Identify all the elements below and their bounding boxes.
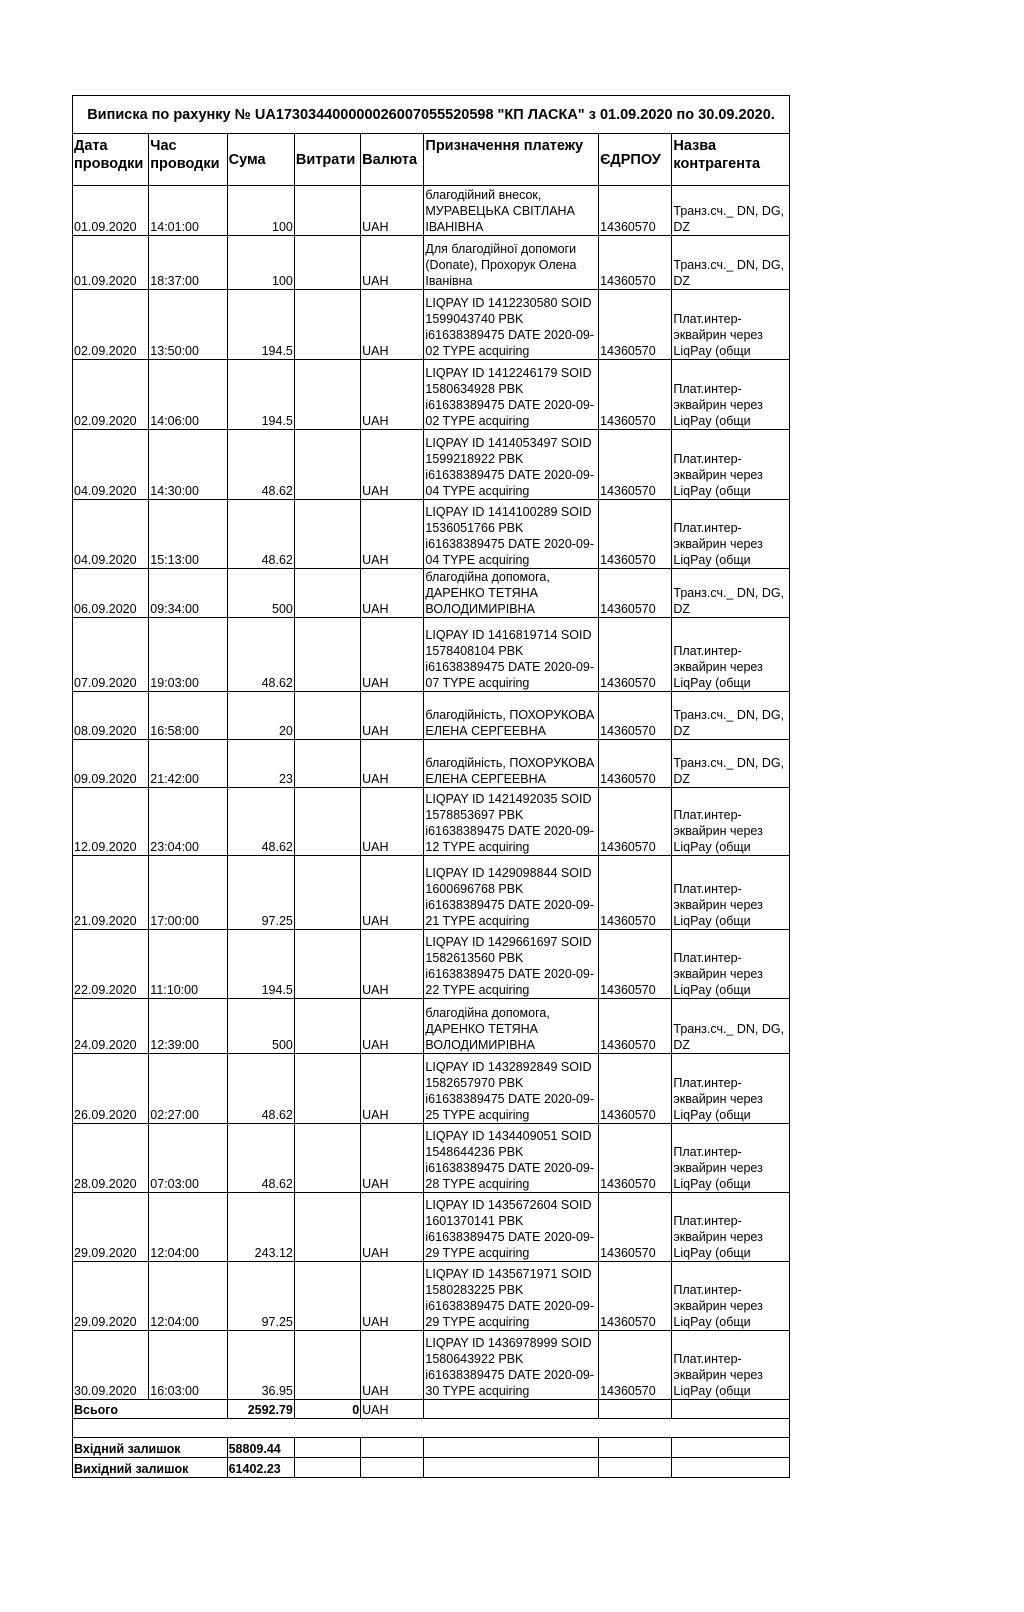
empty-cell <box>672 1438 790 1458</box>
row-purpose: благодійна допомога, ДАРЕНКО ТЕТЯНА ВОЛОДИМИРІВНА <box>424 569 599 618</box>
row-currency: UAH <box>361 360 424 430</box>
row-counterparty: Плат.интер-эквайрин через LiqPay (общи <box>672 430 790 500</box>
row-edrpou: 14360570 <box>599 1331 672 1400</box>
row-currency: UAH <box>361 930 424 999</box>
row-sum: 36.95 <box>227 1331 294 1400</box>
statement-table <box>72 95 790 1478</box>
header-purpose: Призначення платежу <box>424 134 599 186</box>
row-edrpou: 14360570 <box>599 740 672 788</box>
row-purpose: благодійність, ПОХОРУКОВА ЕЛЕНА СЕРГЕЕВНА <box>424 692 599 740</box>
spacer-cell <box>73 1419 790 1438</box>
row-date: 09.09.2020 <box>73 740 149 788</box>
closing-balance-row <box>73 1458 790 1478</box>
row-edrpou: 14360570 <box>599 692 672 740</box>
empty-cell <box>424 1438 599 1458</box>
row-purpose: LIQPAY ID 1429098844 SOID 1600696768 PBK i61638389475 DATE 2020-09-21 TYPE acquiring <box>424 856 599 930</box>
row-expenses <box>294 430 360 500</box>
row-counterparty: Плат.интер-эквайрин через LiqPay (общи <box>672 930 790 999</box>
row-edrpou: 14360570 <box>599 788 672 856</box>
row-expenses <box>294 236 360 290</box>
row-counterparty: Транз.сч._ DN, DG, DZ <box>672 236 790 290</box>
table-row <box>73 692 790 740</box>
row-expenses <box>294 1054 360 1124</box>
table-row <box>73 430 790 500</box>
row-sum: 97.25 <box>227 1262 294 1331</box>
spacer-row <box>73 1419 790 1438</box>
closing-balance-value: 61402.23 <box>227 1458 294 1478</box>
row-counterparty: Плат.интер-эквайрин через LiqPay (общи <box>672 1054 790 1124</box>
row-expenses <box>294 290 360 360</box>
row-edrpou: 14360570 <box>599 856 672 930</box>
table-row <box>73 186 790 236</box>
total-label: Всього <box>73 1400 228 1419</box>
row-sum: 48.62 <box>227 1054 294 1124</box>
row-counterparty: Плат.интер-эквайрин через LiqPay (общи <box>672 856 790 930</box>
row-date: 02.09.2020 <box>73 290 149 360</box>
row-expenses <box>294 1124 360 1193</box>
row-edrpou: 14360570 <box>599 186 672 236</box>
row-purpose: LIQPAY ID 1432892849 SOID 1582657970 PBK i61638389475 DATE 2020-09-25 TYPE acquiring <box>424 1054 599 1124</box>
row-currency: UAH <box>361 430 424 500</box>
row-date: 04.09.2020 <box>73 430 149 500</box>
row-counterparty: Плат.интер-эквайрин через LiqPay (общи <box>672 500 790 569</box>
header-date: Дата проводки <box>73 134 149 186</box>
header-row <box>73 134 790 186</box>
total-expenses: 0 <box>294 1400 360 1419</box>
row-currency: UAH <box>361 186 424 236</box>
row-edrpou: 14360570 <box>599 290 672 360</box>
table-row <box>73 999 790 1054</box>
total-sum: 2592.79 <box>227 1400 294 1419</box>
row-time: 07:03:00 <box>149 1124 227 1193</box>
row-edrpou: 14360570 <box>599 360 672 430</box>
row-edrpou: 14360570 <box>599 1262 672 1331</box>
row-purpose: LIQPAY ID 1429661697 SOID 1582613560 PBK i61638389475 DATE 2020-09-22 TYPE acquiring <box>424 930 599 999</box>
empty-cell <box>599 1438 672 1458</box>
row-currency: UAH <box>361 740 424 788</box>
closing-balance-label: Вихідний залишок <box>73 1458 228 1478</box>
table-row <box>73 740 790 788</box>
row-currency: UAH <box>361 856 424 930</box>
row-time: 11:10:00 <box>149 930 227 999</box>
row-expenses <box>294 788 360 856</box>
row-currency: UAH <box>361 1124 424 1193</box>
row-purpose: LIQPAY ID 1416819714 SOID 1578408104 PBK i61638389475 DATE 2020-09-07 TYPE acquiring <box>424 618 599 692</box>
row-counterparty: Транз.сч._ DN, DG, DZ <box>672 186 790 236</box>
row-sum: 20 <box>227 692 294 740</box>
empty-cell <box>424 1458 599 1478</box>
row-counterparty: Плат.интер-эквайрин через LiqPay (общи <box>672 1262 790 1331</box>
row-counterparty: Плат.интер-эквайрин через LiqPay (общи <box>672 290 790 360</box>
row-currency: UAH <box>361 290 424 360</box>
empty-cell <box>424 1400 599 1419</box>
row-date: 07.09.2020 <box>73 618 149 692</box>
row-date: 22.09.2020 <box>73 930 149 999</box>
empty-cell <box>294 1458 360 1478</box>
row-time: 02:27:00 <box>149 1054 227 1124</box>
row-expenses <box>294 360 360 430</box>
row-time: 13:50:00 <box>149 290 227 360</box>
row-expenses <box>294 999 360 1054</box>
header-expenses: Витрати <box>294 134 360 186</box>
row-sum: 48.62 <box>227 430 294 500</box>
row-time: 12:04:00 <box>149 1262 227 1331</box>
row-currency: UAH <box>361 692 424 740</box>
statement-title: Виписка по рахунку № UA173034400000026007055520598 "КП ЛАСКА" з 01.09.2020 по 30.09.2020. <box>73 96 790 134</box>
row-date: 26.09.2020 <box>73 1054 149 1124</box>
table-row <box>73 1193 790 1262</box>
row-currency: UAH <box>361 618 424 692</box>
row-time: 19:03:00 <box>149 618 227 692</box>
row-sum: 100 <box>227 236 294 290</box>
table-row <box>73 500 790 569</box>
table-row <box>73 930 790 999</box>
header-counterparty: Назва контрагента <box>672 134 790 186</box>
row-counterparty: Плат.интер-эквайрин через LiqPay (общи <box>672 788 790 856</box>
row-counterparty: Плат.интер-эквайрин через LiqPay (общи <box>672 1193 790 1262</box>
row-date: 12.09.2020 <box>73 788 149 856</box>
opening-balance-label: Вхідний залишок <box>73 1438 228 1458</box>
row-currency: UAH <box>361 999 424 1054</box>
row-expenses <box>294 692 360 740</box>
table-row <box>73 856 790 930</box>
row-counterparty: Плат.интер-эквайрин через LiqPay (общи <box>672 618 790 692</box>
row-purpose: LIQPAY ID 1414053497 SOID 1599218922 PBK i61638389475 DATE 2020-09-04 TYPE acquiring <box>424 430 599 500</box>
row-currency: UAH <box>361 1054 424 1124</box>
row-time: 14:06:00 <box>149 360 227 430</box>
table-row <box>73 1262 790 1331</box>
row-time: 23:04:00 <box>149 788 227 856</box>
row-currency: UAH <box>361 1193 424 1262</box>
row-purpose: LIQPAY ID 1412230580 SOID 1599043740 PBK i61638389475 DATE 2020-09-02 TYPE acquiring <box>424 290 599 360</box>
row-edrpou: 14360570 <box>599 999 672 1054</box>
row-edrpou: 14360570 <box>599 1124 672 1193</box>
header-time: Час проводки <box>149 134 227 186</box>
row-sum: 194.5 <box>227 360 294 430</box>
row-currency: UAH <box>361 236 424 290</box>
table-row <box>73 236 790 290</box>
row-sum: 48.62 <box>227 788 294 856</box>
row-purpose: LIQPAY ID 1412246179 SOID 1580634928 PBK i61638389475 DATE 2020-09-02 TYPE acquiring <box>424 360 599 430</box>
row-expenses <box>294 618 360 692</box>
row-sum: 243.12 <box>227 1193 294 1262</box>
table-row <box>73 618 790 692</box>
row-edrpou: 14360570 <box>599 236 672 290</box>
row-time: 16:58:00 <box>149 692 227 740</box>
header-sum: Сума <box>227 134 294 186</box>
row-time: 18:37:00 <box>149 236 227 290</box>
row-purpose: благодійний внесок, МУРАВЕЦЬКА СВІТЛАНА ІВАНІВНА <box>424 186 599 236</box>
row-time: 12:39:00 <box>149 999 227 1054</box>
row-sum: 48.62 <box>227 500 294 569</box>
row-date: 21.09.2020 <box>73 856 149 930</box>
row-counterparty: Транз.сч._ DN, DG, DZ <box>672 740 790 788</box>
row-time: 21:42:00 <box>149 740 227 788</box>
row-purpose: LIQPAY ID 1435671971 SOID 1580283225 PBK i61638389475 DATE 2020-09-29 TYPE acquiring <box>424 1262 599 1331</box>
row-expenses <box>294 856 360 930</box>
row-purpose: LIQPAY ID 1414100289 SOID 1536051766 PBK i61638389475 DATE 2020-09-04 TYPE acquiring <box>424 500 599 569</box>
row-edrpou: 14360570 <box>599 500 672 569</box>
row-counterparty: Плат.интер-эквайрин через LiqPay (общи <box>672 360 790 430</box>
row-time: 17:00:00 <box>149 856 227 930</box>
row-edrpou: 14360570 <box>599 1193 672 1262</box>
row-purpose: LIQPAY ID 1435672604 SOID 1601370141 PBK i61638389475 DATE 2020-09-29 TYPE acquiring <box>424 1193 599 1262</box>
row-purpose: Для благодійної допомоги (Donate), Прохорук Олена Іванівна <box>424 236 599 290</box>
row-time: 09:34:00 <box>149 569 227 618</box>
header-currency: Валюта <box>361 134 424 186</box>
row-expenses <box>294 1331 360 1400</box>
table-row <box>73 1124 790 1193</box>
row-date: 01.09.2020 <box>73 186 149 236</box>
row-purpose: благодійна допомога, ДАРЕНКО ТЕТЯНА ВОЛОДИМИРІВНА <box>424 999 599 1054</box>
row-expenses <box>294 569 360 618</box>
row-purpose: LIQPAY ID 1434409051 SOID 1548644236 PBK i61638389475 DATE 2020-09-28 TYPE acquiring <box>424 1124 599 1193</box>
row-sum: 23 <box>227 740 294 788</box>
row-date: 02.09.2020 <box>73 360 149 430</box>
row-currency: UAH <box>361 500 424 569</box>
row-counterparty: Плат.интер-эквайрин через LiqPay (общи <box>672 1331 790 1400</box>
row-currency: UAH <box>361 1262 424 1331</box>
row-expenses <box>294 500 360 569</box>
row-time: 14:01:00 <box>149 186 227 236</box>
row-time: 16:03:00 <box>149 1331 227 1400</box>
row-time: 15:13:00 <box>149 500 227 569</box>
table-row <box>73 569 790 618</box>
empty-cell <box>294 1438 360 1458</box>
row-expenses <box>294 930 360 999</box>
total-row <box>73 1400 790 1419</box>
header-edrpou: ЄДРПОУ <box>599 134 672 186</box>
row-date: 30.09.2020 <box>73 1331 149 1400</box>
empty-cell <box>599 1458 672 1478</box>
row-purpose: благодійність, ПОХОРУКОВА ЕЛЕНА СЕРГЕЕВНА <box>424 740 599 788</box>
empty-cell <box>672 1400 790 1419</box>
row-edrpou: 14360570 <box>599 618 672 692</box>
row-purpose: LIQPAY ID 1436978999 SOID 1580643922 PBK i61638389475 DATE 2020-09-30 TYPE acquiring <box>424 1331 599 1400</box>
row-sum: 500 <box>227 569 294 618</box>
row-expenses <box>294 1262 360 1331</box>
row-sum: 194.5 <box>227 930 294 999</box>
row-currency: UAH <box>361 788 424 856</box>
table-row <box>73 360 790 430</box>
row-date: 29.09.2020 <box>73 1193 149 1262</box>
row-edrpou: 14360570 <box>599 930 672 999</box>
row-date: 08.09.2020 <box>73 692 149 740</box>
row-purpose: LIQPAY ID 1421492035 SOID 1578853697 PBK i61638389475 DATE 2020-09-12 TYPE acquiring <box>424 788 599 856</box>
row-date: 24.09.2020 <box>73 999 149 1054</box>
row-sum: 48.62 <box>227 618 294 692</box>
table-row <box>73 1054 790 1124</box>
table-row <box>73 1331 790 1400</box>
table-row <box>73 788 790 856</box>
row-date: 29.09.2020 <box>73 1262 149 1331</box>
row-edrpou: 14360570 <box>599 1054 672 1124</box>
row-counterparty: Транз.сч._ DN, DG, DZ <box>672 999 790 1054</box>
row-sum: 48.62 <box>227 1124 294 1193</box>
row-expenses <box>294 186 360 236</box>
total-currency: UAH <box>361 1400 424 1419</box>
row-counterparty: Плат.интер-эквайрин через LiqPay (общи <box>672 1124 790 1193</box>
row-counterparty: Транз.сч._ DN, DG, DZ <box>672 692 790 740</box>
empty-cell <box>361 1458 424 1478</box>
row-currency: UAH <box>361 1331 424 1400</box>
empty-cell <box>672 1458 790 1478</box>
row-date: 28.09.2020 <box>73 1124 149 1193</box>
row-counterparty: Транз.сч._ DN, DG, DZ <box>672 569 790 618</box>
opening-balance-row <box>73 1438 790 1458</box>
empty-cell <box>361 1438 424 1458</box>
row-expenses <box>294 740 360 788</box>
row-sum: 194.5 <box>227 290 294 360</box>
row-date: 04.09.2020 <box>73 500 149 569</box>
row-time: 14:30:00 <box>149 430 227 500</box>
row-edrpou: 14360570 <box>599 430 672 500</box>
row-sum: 100 <box>227 186 294 236</box>
row-sum: 500 <box>227 999 294 1054</box>
row-expenses <box>294 1193 360 1262</box>
empty-cell <box>599 1400 672 1419</box>
row-currency: UAH <box>361 569 424 618</box>
row-date: 01.09.2020 <box>73 236 149 290</box>
row-date: 06.09.2020 <box>73 569 149 618</box>
opening-balance-value: 58809.44 <box>227 1438 294 1458</box>
table-row <box>73 290 790 360</box>
row-time: 12:04:00 <box>149 1193 227 1262</box>
row-sum: 97.25 <box>227 856 294 930</box>
row-edrpou: 14360570 <box>599 569 672 618</box>
